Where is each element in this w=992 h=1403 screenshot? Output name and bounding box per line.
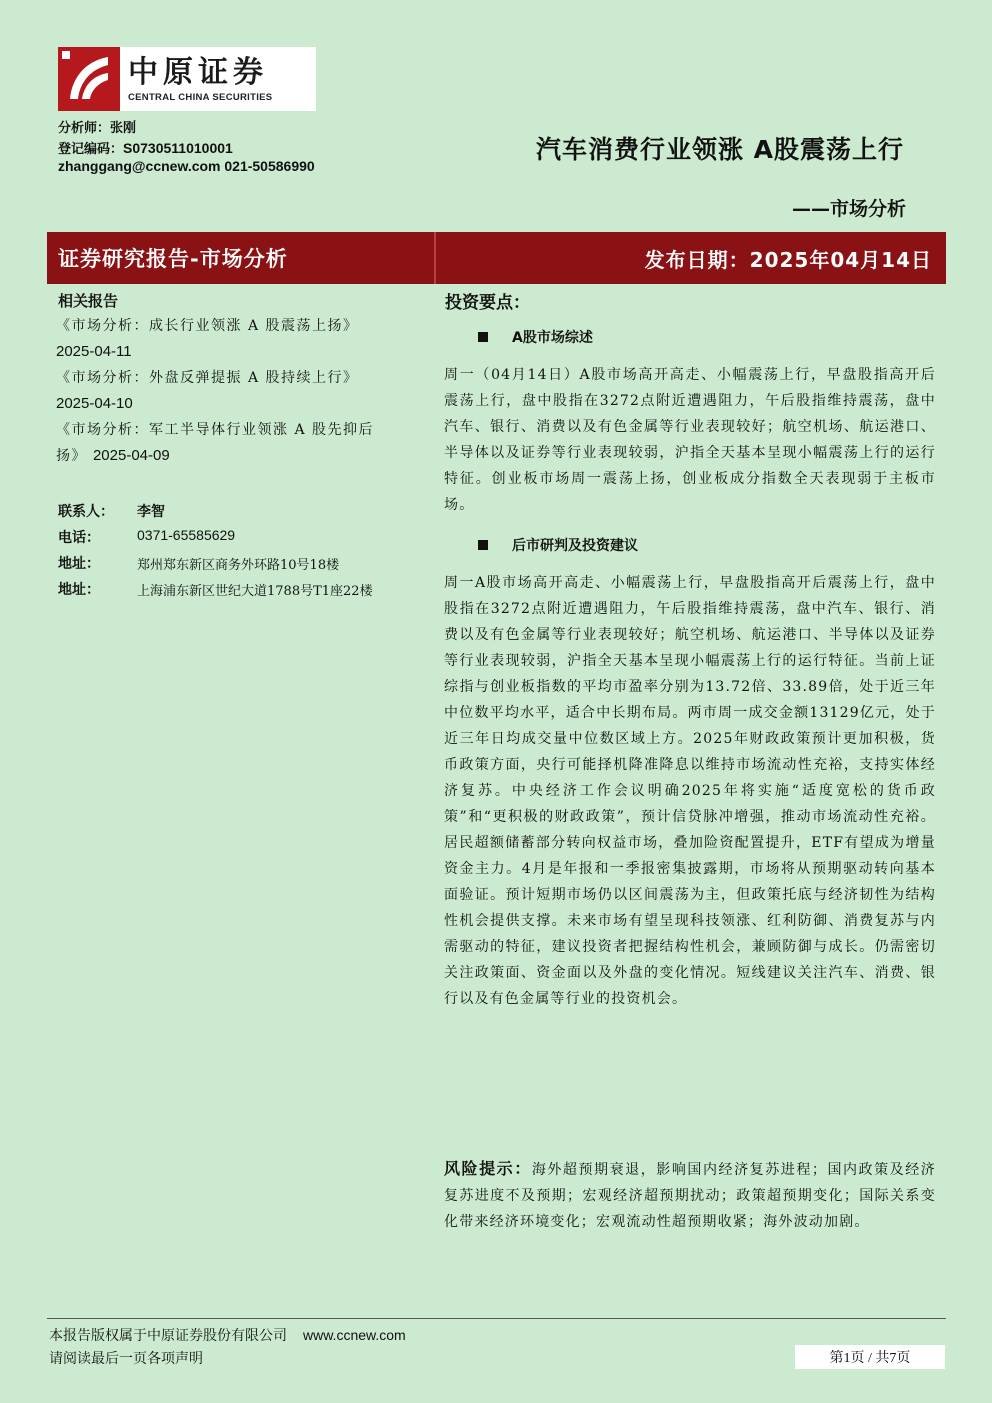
section-heading-text: 后市研判及投资建议: [512, 538, 638, 554]
page-indicator: 第1页 / 共7页: [795, 1345, 945, 1369]
report-subtitle: ——市场分析: [791, 198, 906, 220]
investment-highlights-heading: 投资要点：: [445, 293, 530, 313]
address-shanghai: 上海浦东新区世纪大道1788号T1座22楼: [137, 584, 373, 599]
analyst-registration: [58, 139, 233, 159]
footer-copyright-line: [49, 1325, 406, 1345]
company-logo: [58, 47, 316, 111]
related-report-date: 2025-04-11: [56, 343, 132, 360]
risk-text: 海外超预期衰退，影响国内经济复苏进程；国内政策及经济复苏进度不及预期；宏观经济超预期扰动；政策超预期变化；国际关系变化带来经济环境变化；宏观流动性超预期收紧；海外波动加剧。: [444, 1162, 936, 1230]
phone-label: 电话：: [58, 530, 100, 546]
logo-name-en: CENTRAL CHINA SECURITIES: [128, 91, 273, 103]
address-label: 地址：: [58, 582, 100, 598]
related-report-item[interactable]: [56, 313, 386, 365]
contact-person-label: 联系人：: [58, 504, 114, 520]
section-heading-text: A股市场综述: [512, 330, 593, 346]
report-title: 汽车消费行业领涨 A股震荡上行: [535, 135, 904, 164]
phone-value: 0371-65585629: [137, 527, 236, 543]
disclaimer-notice: 请阅读最后一页各项声明: [49, 1350, 203, 1366]
related-reports-heading: 相关报告: [58, 292, 119, 310]
report-type: 证券研究报告-市场分析: [58, 247, 288, 271]
website-link[interactable]: www.ccnew.com: [303, 1327, 406, 1343]
banner-divider: [434, 232, 436, 284]
related-report-item[interactable]: [56, 365, 386, 417]
publish-date: 发布日期：2025年04月14日: [644, 247, 932, 272]
square-bullet-icon: [478, 540, 488, 550]
analyst-name: 分析师：张刚: [58, 121, 137, 136]
market-review-paragraph: 周一（04月14日）A股市场高开高走、小幅震荡上行，早盘股指高开后震荡上行，盘中股指在3272点附近遭遇阻力，午后股指维持震荡，盘中汽车、银行、消费以及有色金属等行业表现较好；航空机场、航运港口、半导体以及证券等行业表现较弱，沪指全天基本呈现小幅震荡上行的运行特征。创业板市场周一震荡上扬，创业板成分指数全天表现弱于主板市场。: [444, 367, 936, 513]
copyright-text: 本报告版权属于中原证券股份有限公司: [49, 1327, 287, 1343]
risk-label: 风险提示：: [444, 1159, 532, 1178]
risk-warning: [444, 1156, 936, 1235]
analyst-contact: [58, 157, 315, 177]
related-report-item[interactable]: [56, 417, 386, 469]
outlook-paragraph: 周一A股市场高开高走、小幅震荡上行，早盘股指高开后震荡上行，盘中股指在3272点附近遭遇阻力，午后股指维持震荡，盘中汽车、银行、消费以及有色金属等行业表现较好；航空机场、航运港口、半导体以及证券等行业表现较弱，沪指全天基本呈现小幅震荡上行的运行特征。当前上证综指与创业板指数的平均市盈率分别为13.72倍、33.89倍，处于近三年中位数平均水平，适合中长期布局。两市周一成交金额13129亿元，处于近三年日均成交量中位数区域上方。2025年财政政策预计更加积极，货币政策方面，央行可能择机降准降息以维持市场流动性充裕，支持实体经济复苏。中央经济工作会议明确2025年将实施“适度宽松的货币政策”和“更积极的财政政策”，预计信贷脉冲增强，推动市场流动性充裕。居民超额储蓄部分转向权益市场，叠加险资配置提升，ETF有望成为增量资金主力。4月是年报和一季报密集披露期，市场将从预期驱动转向基本面验证。预计短期市场仍以区间震荡为主，但政策托底与经济韧性为结构性机会提供支撑。未来市场有望呈现科技领涨、红利防御、消费复苏与内需驱动的特征，建议投资者把握结构性机会，兼顾防御与成长。仍需密切关注政策面、资金面以及外盘的变化情况。短线建议关注汽车、消费、银行以及有色金属等行业的投资机会。: [444, 575, 936, 1007]
logo-mark-icon: [58, 47, 120, 111]
contact-person: 李智: [137, 504, 165, 520]
section-heading-market-review: [478, 327, 593, 347]
address-zhengzhou: 郑州郑东新区商务外环路10号18楼: [137, 558, 340, 573]
logo-name-cn: 中原证券: [128, 54, 268, 90]
related-report-date: 2025-04-09: [92, 447, 170, 464]
related-report-title[interactable]: 《市场分析：外盘反弹提振 A 股持续上行》: [56, 370, 359, 386]
footer-divider: [47, 1318, 946, 1319]
analyst-email-phone: zhanggang@ccnew.com 021-50586990: [58, 158, 315, 174]
related-report-title[interactable]: 《市场分析：军工半导体行业领涨 A 股先抑后扬》: [56, 422, 375, 464]
report-banner: [47, 232, 946, 284]
registration-code: S0730511010001: [123, 140, 233, 156]
square-bullet-icon: [478, 332, 488, 342]
address-label: 地址：: [58, 556, 100, 572]
related-report-title[interactable]: 《市场分析：成长行业领涨 A 股震荡上扬》: [56, 318, 359, 334]
section-heading-outlook: [478, 535, 638, 555]
related-report-date: 2025-04-10: [56, 395, 133, 412]
registration-label: 登记编码：: [58, 142, 124, 157]
